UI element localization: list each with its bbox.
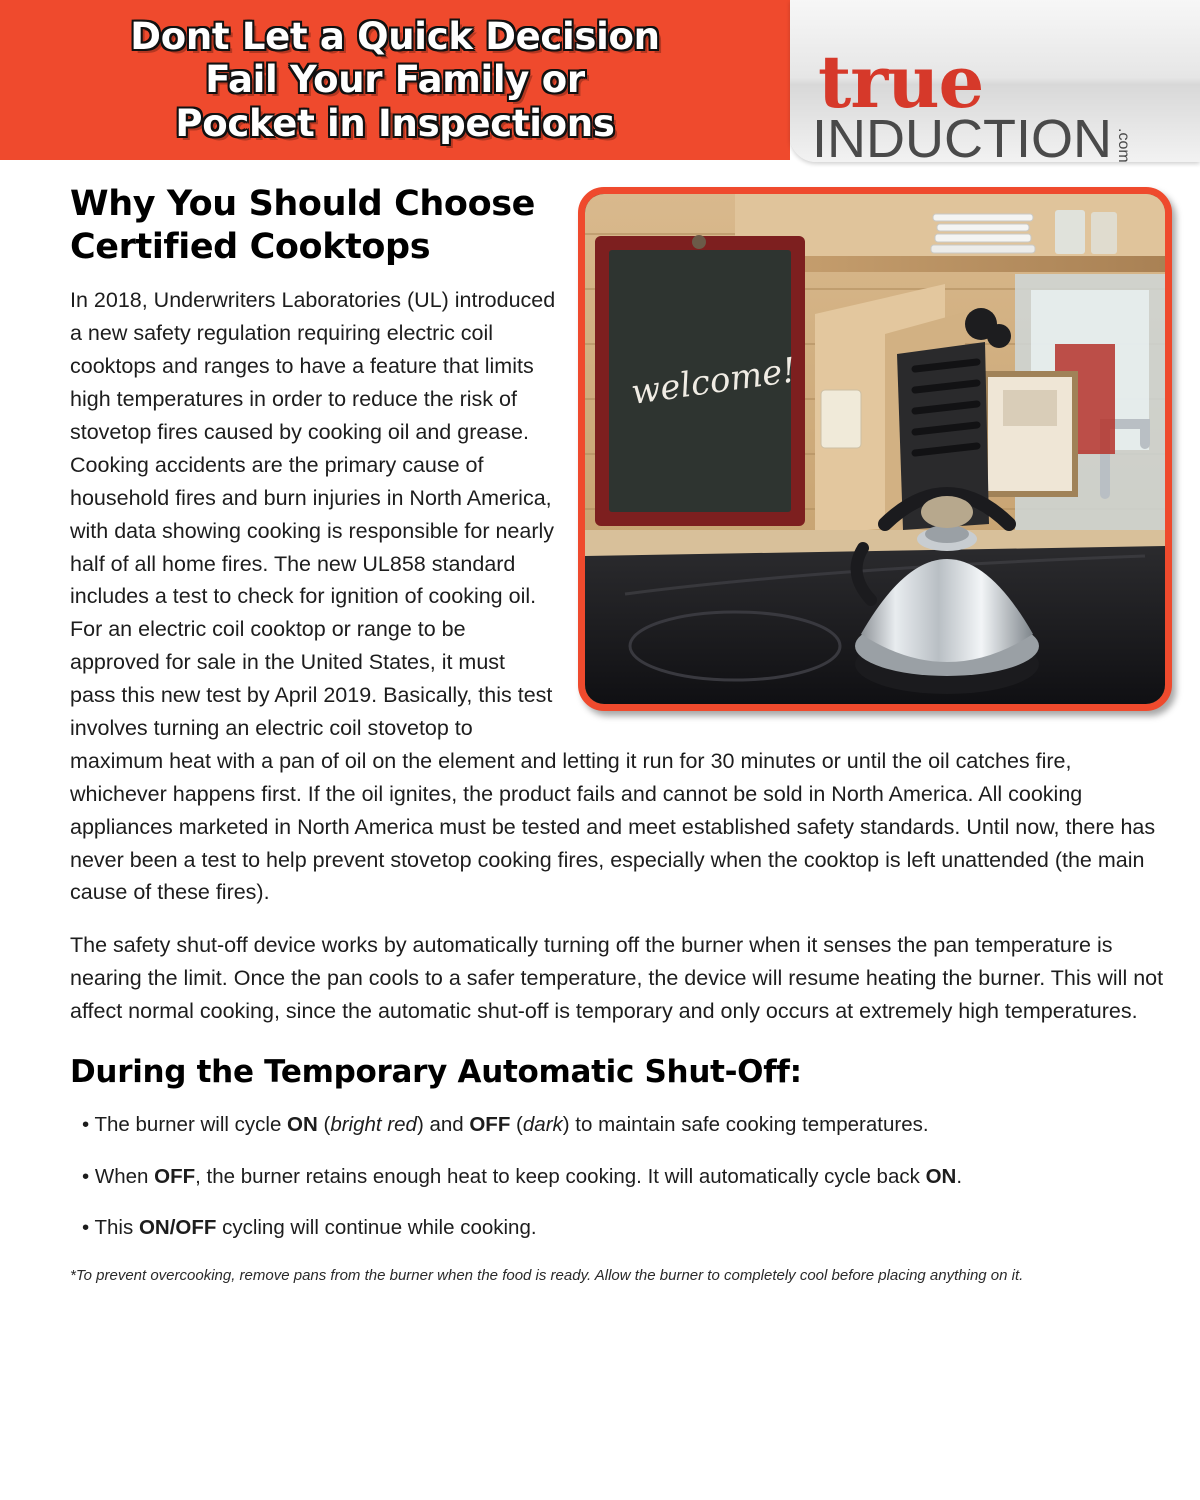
bullet-1-suffix: ) to maintain safe cooking temperatures. (562, 1112, 929, 1136)
paragraph-1: In 2018, Underwriters Laboratories (UL) introduced a new safety regulation requiring electric coil cooktops and ranges to have a feature that limits high temperatures in order to reduce the risk of stovetop fires caused by cooking oil and grease. Cooking accidents are the primary cause of household fires and burn injuries in North America, with data showing cooking is responsible for nearly half of all home fires. The new UL858 standard includes a test to check for ignition of cooking oil. For an electric coil cooktop or range to be approved for sale in the United States, it must pass this new test by April 2019. Basically, this test involves turning an electric coil stovetop to maximum heat with a pan of oil on the element and letting it run for 30 minutes or until the oil catches fire, whichever happens first. If the oil ignites, the product fails and cannot be sold in North America. All cooking appliances marketed in North America must be tested and meet established safety standards. Until now, there has never been a test to help prevent stovetop cooking fires, especially when the cooktop is left unattended (the main cause of these fires). (70, 288, 1156, 905)
bullet-3-suffix: cycling will continue while cooking. (216, 1216, 537, 1240)
section-heading: During the Temporary Automatic Shut-Off: (70, 1053, 802, 1090)
page-title-line-1: Why You Should Choose (70, 184, 535, 224)
footnote: *To prevent overcooking, remove pans from the burner when the food is ready. Allow the burner to completely cool before placing anything on it. (70, 1267, 1024, 1285)
bullet-1-italic-dark: dark (522, 1112, 563, 1136)
svg-text:welcome!: welcome! (628, 350, 799, 413)
headline-line-1: Dont Let a Quick Decision (130, 14, 660, 58)
kitchen-photo-illustration (585, 194, 1165, 704)
logo-word-com: .com (1114, 127, 1132, 163)
list-item (70, 1162, 1172, 1192)
list-item (70, 1213, 1172, 1243)
list-item (70, 1110, 1172, 1140)
bullet-1-italic-bright-red: bright red (330, 1112, 417, 1136)
bullet-2-bold-off: OFF (154, 1164, 196, 1188)
kitchen-photo (578, 187, 1172, 711)
bullet-1-bold-off: OFF (469, 1112, 511, 1136)
shutoff-bullet-list (70, 1110, 1172, 1243)
bullet-3-bold-onoff: ON/OFF (138, 1216, 217, 1240)
bullet-1-mid-2: ) and (416, 1112, 470, 1136)
bullet-1-bold-on: ON (287, 1112, 318, 1136)
article-body (0, 183, 1200, 1286)
logo-bottom-row (812, 109, 1192, 170)
headline-text (114, 15, 675, 146)
headline-banner (0, 0, 790, 160)
bullet-2-bold-on: ON (925, 1164, 957, 1188)
bullet-1-prefix: • The burner will cycle (82, 1112, 288, 1136)
bullet-3-prefix: • This (82, 1216, 139, 1240)
brand-logo (812, 39, 1192, 170)
bullet-2-prefix: • When (82, 1164, 155, 1188)
bullet-2-mid-1: , the burner retains enough heat to keep cooking. It will automatically cycle back (195, 1164, 926, 1188)
bullet-1-mid-1: ( (317, 1112, 331, 1136)
page-title (70, 183, 630, 268)
paragraph-2: The safety shut-off device works by automatically turning off the burner when it senses the pan temperature is nearing the limit. Once the pan cools to a safer temperature, the device will resume heating the burner. This will not affect normal cooking, since the automatic shut-off is temporary and only occurs at extremely high temperatures. (70, 933, 1164, 1024)
page-header (0, 0, 1200, 170)
bullet-1-mid-3: ( (510, 1112, 523, 1136)
headline-line-3: Pocket in Inspections (175, 101, 615, 145)
page-title-line-2: Certified Cooktops (70, 226, 431, 267)
logo-word-induction: INDUCTION (812, 109, 1112, 170)
logo-word-true: true (818, 39, 984, 124)
bullet-2-suffix: . (956, 1164, 963, 1188)
headline-line-2: Fail Your Family or (205, 58, 585, 102)
